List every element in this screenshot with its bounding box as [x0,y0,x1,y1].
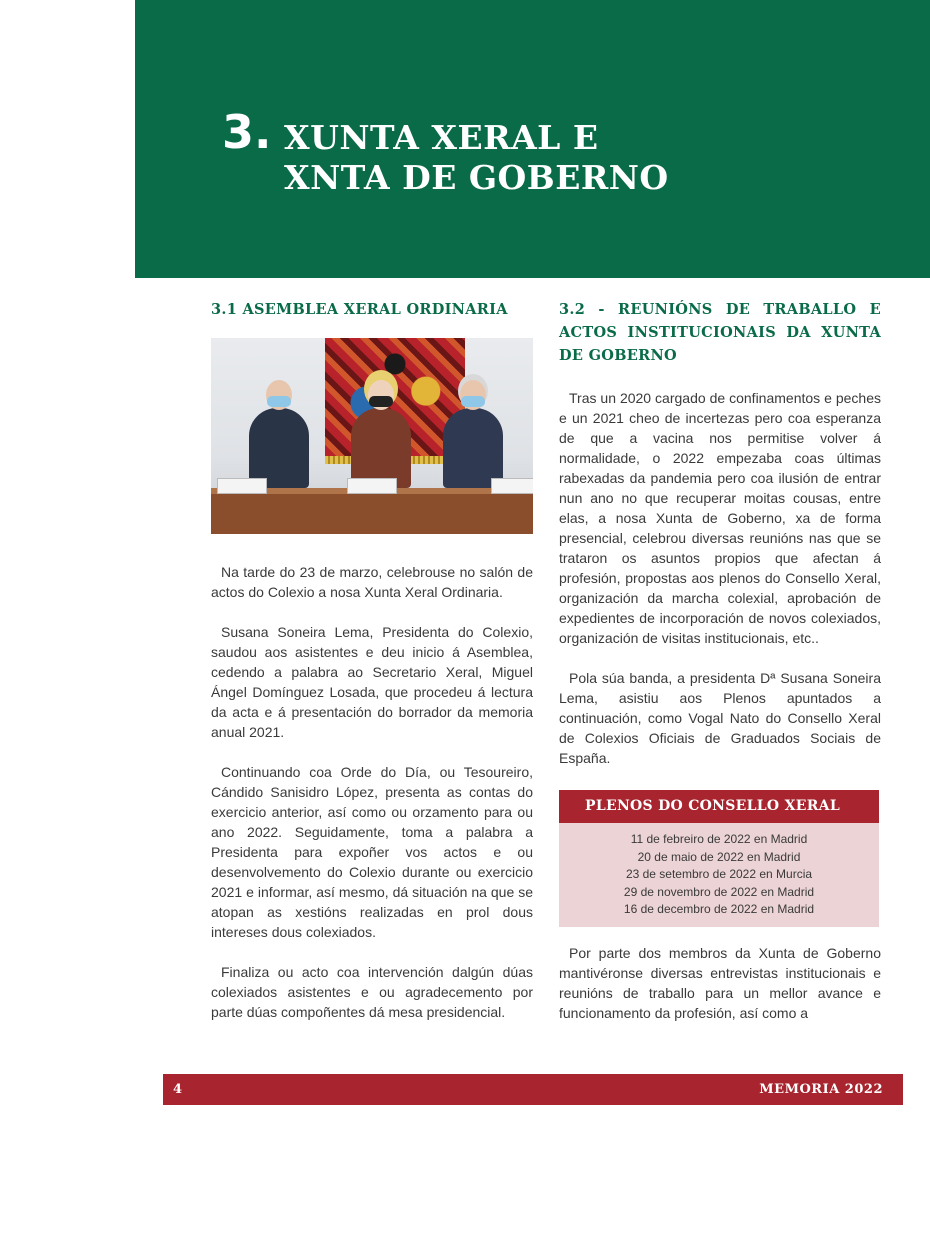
page-footer [163,1074,903,1105]
chapter-number: 3. [222,105,272,159]
paragraph: Por parte dos membros da Xunta de Goberno mantivéronse diversas entrevistas institucionais e reunións de traballo para un mellor avance e funcionamento da profesión, así como a [559,944,881,1021]
name-card [217,478,267,494]
page-number: 4 [173,1082,183,1097]
section-heading-3-1: 3.1 ASEMBLEA XERAL ORDINARIA [211,301,508,318]
right-column [559,298,881,1023]
paragraph: Continuando coa Orde do Día, ou Tesoureiro, Cándido Sanisidro López, presenta as contas do exercicio anterior, así como ou orzamento para ou ano 2022. Seguidamente, toma a palabra a Presidenta para expoñer vos actos e ou desenvolvemento do Colexio durante ou exercicio 2021 e informar, así mesmo, dá situación na que se atopan as xestións realizadas en prol dous intereses dous colexiados. [211,764,533,940]
plenos-box [559,790,879,927]
plenos-date: 16 de decembro de 2022 en Madrid [623,902,815,916]
person-left [249,408,309,488]
plenos-date: 11 de febreiro de 2022 en Madrid [630,832,808,846]
paragraph: Tras un 2020 cargado de confinamentos e peches e un 2021 cheo de incertezas pero coa esperanza de que a vacina nos permitise volver á normalidade, o 2022 empezaba coas últimas rabexadas da pandemia pero coa ilusión de entrar nun ano no que recuperar moitas cousas, entre elas, a nosa Xunta de Goberno, xa de forma presencial, celebrou diversas reunións nas que se trataron os asuntos propios que afectan á profesión, propostas aos plenos do Consello Xeral, organización da marcha colexial, aprobación de expedientes de incorporación de novos colexiados, organización de visitas institucionais, etc.. [559,390,881,646]
paragraph: Pola súa banda, a presidenta Dª Susana Soneira Lema, asistiu aos Plenos apuntados a continuación, como Vogal Nato do Consello Xeral de Colexios Oficiais de Graduados Sociais de España. [559,670,881,766]
plenos-date: 29 de novembro de 2022 en Madrid [623,884,815,899]
name-card [491,478,533,494]
plenos-date: 23 de setembro de 2022 en Murcia [625,867,813,881]
footer-label: MEMORIA 2022 [759,1082,883,1097]
name-card [347,478,397,494]
section-heading-3-2: 3.2 - REUNIÓNS DE TRABALLO E ACTOS INSTITUCIONAIS DA XUNTA DE GOBERNO [559,301,881,364]
paragraph: Na tarde do 23 de marzo, celebrouse no salón de actos do Colexio a nosa Xunta Xeral Ordinaria. [211,564,533,600]
chapter-title-line-1: XUNTA XERAL E [284,118,599,157]
paragraph: Finaliza ou acto coa intervención dalgún dúas colexiados asistentes e ou agradecemento por parte dúas compoñentes dá mesa presidencial. [211,964,533,1020]
paragraph: Susana Soneira Lema, Presidenta do Colexio, saudou aos asistentes e deu inicio á Asemblea, cedendo a palabra ao Secretario Xeral, Miguel Ángel Domínguez Losada, que procedeu á lectura da acta e á presentación do borrador da memoria anual 2021. [211,624,533,740]
chapter-title-line-2: XNTA DE GOBERNO [284,158,669,197]
plenos-date: 20 de maio de 2022 en Madrid [637,849,801,864]
chapter-title [284,118,669,198]
left-column [211,298,533,1022]
assembly-photo [211,338,533,534]
person-center [351,408,411,488]
plenos-dates [559,823,879,927]
presidential-table [211,488,533,534]
plenos-title: PLENOS DO CONSELLO XERAL [559,790,879,823]
person-right [443,408,503,488]
